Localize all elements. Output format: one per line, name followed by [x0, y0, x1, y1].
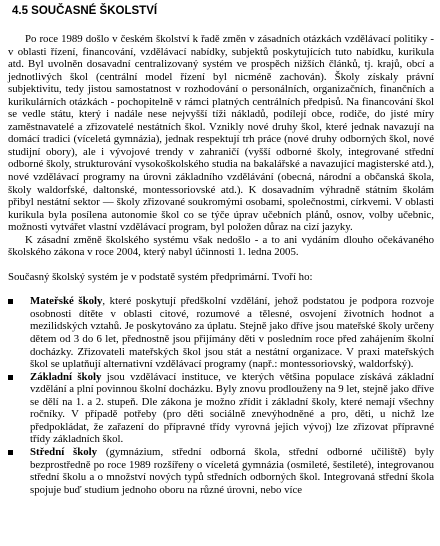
- list-item-term: Základní školy: [30, 370, 102, 383]
- list-item: [8, 446, 434, 496]
- bullet-icon: [8, 375, 13, 380]
- spacer: [8, 259, 434, 271]
- section-title: 4.5 SOUČASNÉ ŠKOLSTVÍ: [12, 5, 158, 17]
- list-item-text: (gymnázium, střední odborná škola, střední odborné učiliště) byly bezprostředně po roce 1989 rozšířeny o víceletá gymnázia (osmileté, šestileté), integrovanou střední školu a o množství nových typů středních odborných škol. Integrovaná střední škola spojuje buď studium jednoho oboru na různé úrovni, nebo více: [30, 445, 435, 496]
- school-types-list: [8, 295, 434, 496]
- spacer: [8, 283, 434, 295]
- paragraph-1: Po roce 1989 došlo v českém školství k řadě změn v zásadních otázkách vzdělávací politiky - v oblasti řízení, financování, vzdělávací nabídky, subjektů poskytujících tuto nabídku, kurikula atd. Byl uvolněn dosavadní centralizovaný systém ve prospěch nižších článků, tj. krajů, obcí a jednotlivých škol (centrální model řízení byl nicméně zachován). Školy získaly právní subjektivitu, tedy jistou samostatnost v rozhodování o personálních, organizačních, finančních a kurikulárních otázkách - pochopitelně v rámci platných centrálních předpisů. Na financování škol se vedle státu, který i nadále nese nejvyšší tíži nákladů, podílejí obce, rodiče, do jisté míry zaměstnavatelé a zřizovatelé nestátních škol. Vznikly nové druhy škol, které jednak navazují na domácí tradici (víceletá gymnázia), jednak respektují trh práce (nové druhy odborných škol, nové studijní obory), ale i vývojové trendy v zahraničí (vyšší odborné školy, integrované střední odborné školy, strukturování vysokoškolského studia na bakalářské a navazující magisterské atd.), nové vzdělávací programy na úrovni základního vzdělávání (obecná, národní a občanská škola, školy waldorfské, daltonské, montessoriovské atd.). K dosavadním výhradně státním školám přibyl nestátní sektor — školy zřizované soukromými osobami, společnostmi, církvemi. V oblasti kurikula byla posílena autonomie škol co se týče úprav učebních plánů, osnov, volby učebnic, možnosti vytvářet vlastní vzdělávací program, byl položen důraz na cizí jazyky.: [8, 33, 434, 234]
- bullet-icon: [8, 450, 13, 455]
- list-item-text: , které poskytují předškolní vzdělání, jehož podstatou je podpora rozvoje osobnosti dítěte v oblasti citové, rozumové a tělesné, osvojení životních hodnot a mezilidských vztahů. Je poskytováno za úplatu. Stejně jako dříve jsou mateřské školy určeny dětem od 3 do 6 let, přednostně jsou přijímány děti v posledním roce před zahájením školní docházky. Zřizovateli mateřských škol jsou stát a nestátní organizace. V praxi mateřských škol se uplatňují alternativní vzdělávací programy (např.: montessoriovský, waldorfský).: [30, 295, 434, 371]
- list-item-term: Střední školy: [30, 445, 98, 458]
- list-item: [8, 295, 434, 370]
- intro-sentence: Současný školský systém je v podstatě systém předprimární. Tvoří ho:: [8, 270, 313, 283]
- list-item-term: Mateřské školy: [30, 295, 103, 308]
- list-item: [8, 371, 434, 446]
- list-item-text: jsou vzdělávací instituce, ve kterých většina populace získává základní vzdělání a plní povinnou školní docházku. Byly znovu prodlouženy na 9 let, stejně jako dříve se dělí na 1. a 2. stupeň. Dle zákona je možno zřídit i základní školy, které nemají všechny ročníky. V případě potřeby (pro děti sociálně znevýhodněné a pro, děti, u nichž lze předpokládat, že zařazení do přípravné třídy vyrovná jejich vývoj) lze zřizovat přípravné třídy základních škol.: [30, 370, 435, 446]
- bullet-icon: [8, 299, 13, 304]
- paragraph-2: K zásadní změně školského systému však nedošlo - a to ani vydáním dlouho očekávaného školského zákona v roce 2004, který nabyl účinnosti 1. ledna 2005.: [8, 233, 434, 259]
